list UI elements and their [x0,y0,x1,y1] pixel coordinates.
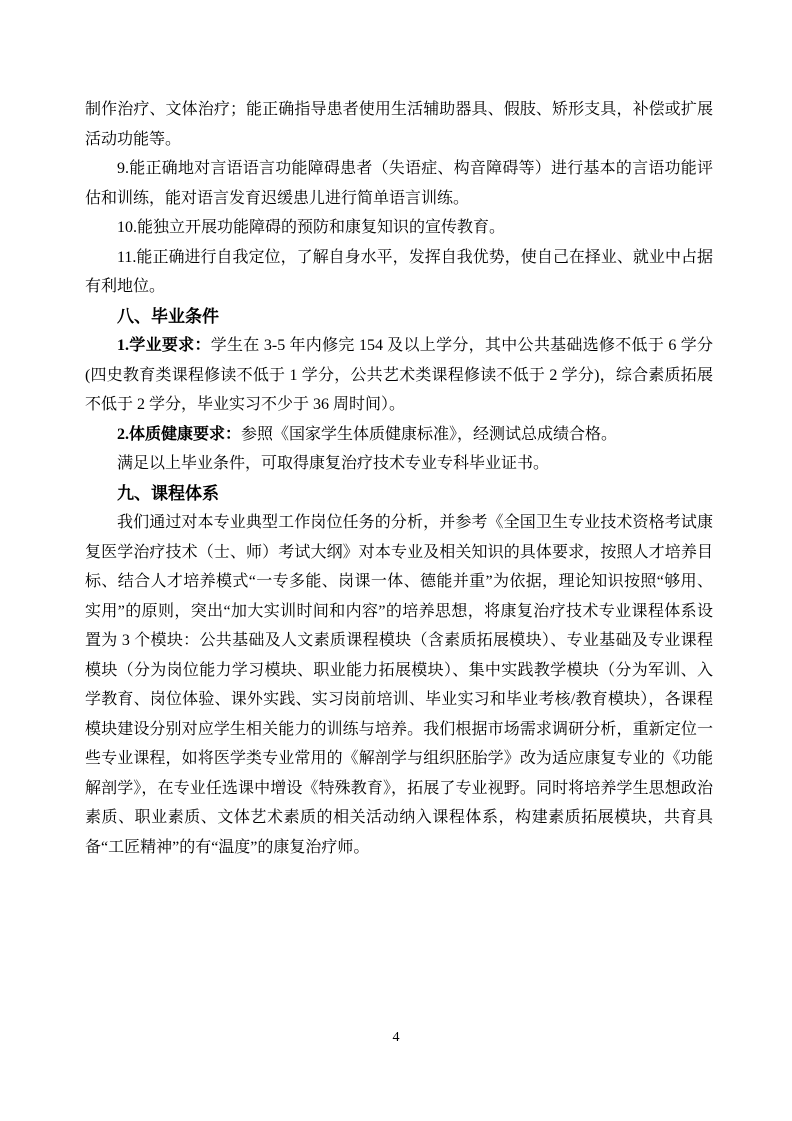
requirement-academic-text: 学生在 3-5 年内修完 154 及以上学分，其中公共基础选修不低于 6 学分(四史教育类课程修读不低于 1 学分，公共艺术类课程修读不低于 2 学分)，综合素质拓展不低于 2 学分，毕业实习不少于 36 周时间）。 [85,337,713,413]
list-item-9: 9.能正确地对言语语言功能障碍患者（失语症、构音障碍等）进行基本的言语功能评估和训练，能对语言发育迟缓患儿进行简单语言训练。 [85,160,713,207]
requirement-academic [85,331,713,420]
paragraph-continuation: 制作治疗、文体治疗；能正确指导患者使用生活辅助器具、假肢、矫形支具，补偿或扩展活动功能等。 [85,101,713,148]
requirement-physical-health-label: 2.体质健康要求： [117,425,242,443]
requirement-academic-label: 1.学业要求： [117,337,211,354]
curriculum-paragraph: 我们通过对本专业典型工作岗位任务的分析，并参考《全国卫生专业技术资格考试康复医学治疗技术（士、师）考试大纲》对本专业及相关知识的具体要求，按照人才培养目标、结合人才培养模式“一专多能、岗课一体、德能并重”为依据，理论知识按照“够用、实用”的原则，突出“加大实训时间和内容”的培养思想，将康复治疗技术专业课程体系设置为 3 个模块：公共基础及人文素质课程模块（含素质拓展模块）、专业基础及专业课程模块（分为岗位能力学习模块、职业能力拓展模块）、集中实践教学模块（分为军训、入学教育、岗位体验、课外实践、实习岗前培训、毕业实习和毕业考核/教育模块），各课程模块建设分别对应学生相关能力的训练与培养。我们根据市场需求调研分析，重新定位一些专业课程，如将医学类专业常用的《解剖学与组织胚胎学》改为适应康复专业的《功能解剖学》，在专业任选课中增设《特殊教育》，拓展了专业视野。同时将培养学生思想政治素质、职业素质、文体艺术素质的相关活动纳入课程体系，构建素质拓展模块，共育具备“工匠精神”的有“温度”的康复治疗师。 [85,514,713,856]
section-heading-graduation-requirements: 八、毕业条件 [117,306,219,326]
graduation-note: 满足以上毕业条件，可取得康复治疗技术专业专科毕业证书。 [117,455,550,472]
page-number: 4 [392,1030,400,1045]
list-item-10: 10.能独立开展功能障碍的预防和康复知识的宣传教育。 [117,219,506,236]
section-heading-curriculum-system: 九、课程体系 [117,483,219,503]
list-item-11: 11.能正确进行自我定位，了解自身水平，发挥自我优势，使自己在择业、就业中占据有利地位。 [85,248,713,295]
requirement-physical-health [85,420,713,450]
requirement-physical-health-text: 参照《国家学生体质健康标准》，经测试总成绩合格。 [241,425,618,443]
page-content [85,95,713,862]
